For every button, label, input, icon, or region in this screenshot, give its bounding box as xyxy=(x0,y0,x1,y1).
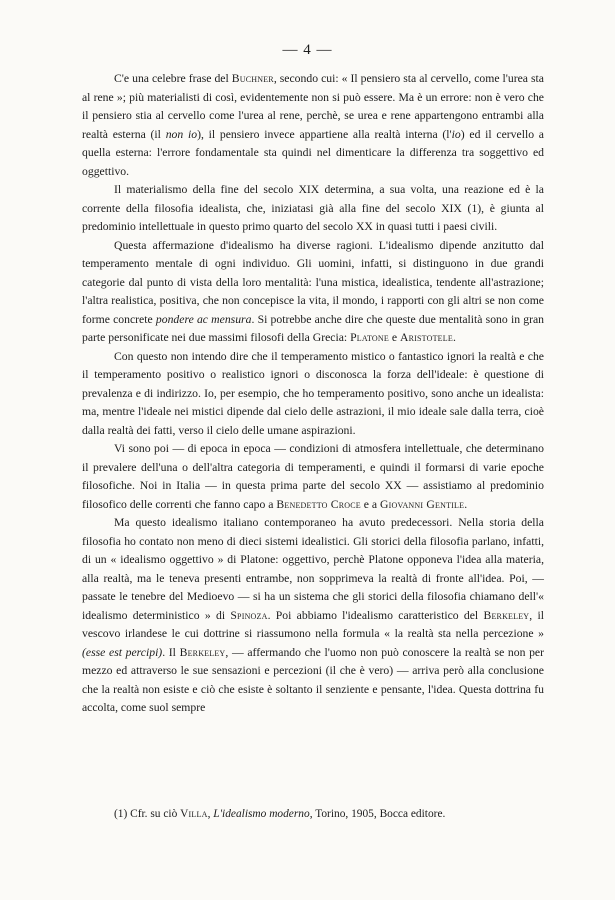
text-run: e a xyxy=(360,497,381,511)
text-run: Ma questo idealismo italiano contemporaneo ha avuto predecessori. Nella storia della filosofia ho contato non meno di dieci sistemi idealistici. Gli storici della filosofia parlano, infatti, di un « idealismo oggettivo » di Platone: oggettivo, perchè Platone opponeva l'idea alla materia, alla realtà, ma le teneva presenti entrambe, non sopprimeva la realtà di fronte all'idea. Poi, — passate le tenebre del Medioevo — si ha un sistema che gli storici della filosofia chiamano dell'« idealismo deterministico » di xyxy=(82,516,544,622)
proper-name: Benedetto Croce xyxy=(276,497,361,511)
proper-name: Buchner xyxy=(231,72,274,85)
proper-name: Berkeley xyxy=(179,645,226,659)
proper-name: Aristotele xyxy=(399,331,453,344)
body-text xyxy=(82,70,544,718)
italic-text: io xyxy=(451,127,461,141)
text-run: Con questo non intendo dire che il temperamento mistico o fantastico ignori la realtà e che il temperamento positivo o realistico ignori o disconosca la forza dell'ideale: è questione di prevalenza e di indirizzo. Io, per esempio, che ho temperamento positivo, sono anche un idealista: ma, mentre l'ideale nei mistici dipende dal cielo delle astrazioni, il mio ideale sale dalla terra, cioè dalla realtà dei fatti, verso il cielo delle umane aspirazioni. xyxy=(82,349,544,437)
text-run: . Il xyxy=(162,645,180,659)
text-run: C'e una celebre frase del xyxy=(114,72,232,85)
text-run: , il vescovo irlandese le cui dottrine si riassumono nella formula « la realtà sta nella percezione » xyxy=(82,608,544,640)
italic-text: L'idealismo moderno xyxy=(213,808,310,820)
paragraph xyxy=(82,70,544,181)
page-number: — 4 — xyxy=(282,42,333,58)
paragraph xyxy=(82,181,544,237)
text-run: , secondo cui: « Il pensiero sta al cervello, come l'urea sta al rene »; più materialisti di così, evidentemente non si può essere. Ma è un errore: non è vero che il pensiero stia al cervello come l'urea al rene, perchè, se urea e rene appartengono entrambi alla realtà esterna (il xyxy=(82,72,544,141)
text-run: ) ed il cervello a quella esterna: l'errore fondamentale sta quindi nel dimenticare la differenza tra soggettivo ed oggettivo. xyxy=(82,127,544,178)
italic-text: (esse est percipi) xyxy=(82,645,163,659)
footnote xyxy=(82,806,544,822)
proper-name: Platone xyxy=(350,331,389,344)
text-run: , Torino, 1905, Bocca editore. xyxy=(309,808,446,820)
text-run: Il materialismo della fine del secolo XIX determina, a sua volta, una reazione ed è la corrente della filosofia idealista, che, iniziatasi già alla fine del secolo XIX (1), è giunta al predominio intellettuale in questo primo quarto del secolo XX in quasi tutti i paesi civili. xyxy=(82,183,544,233)
text-run: , xyxy=(207,808,214,820)
paragraph xyxy=(82,348,544,441)
text-run: (1) Cfr. su ciò xyxy=(114,808,181,820)
text-run: ), il pensiero invece appartiene alla realtà interna (l' xyxy=(197,127,452,141)
text-run: . Poi abbiamo l'idealismo caratteristico del xyxy=(267,608,484,622)
text-run: . Si potrebbe anche dire che queste due mentalità sono in gran parte personificate nei due massimi filosofi della Grecia: xyxy=(82,312,545,344)
text-run: Questa affermazione d'idealismo ha diverse ragioni. L'idealismo dipende anzitutto dal temperamento mentale di ogni individuo. Gli uomini, infatti, si distinguono in due grandi categorie dal punto di vista della loro mentalità: l'una mistica, idealistica, tendente all'astrazione; l'altra realistica, positiva, che non concepisce la vita, il mondo, i rapporti con gli altri se non come forme concrete xyxy=(82,238,544,326)
paragraph xyxy=(82,237,544,348)
italic-text: pondere ac mensura xyxy=(155,312,252,326)
italic-text: non io xyxy=(165,127,198,141)
proper-name: Berkeley xyxy=(483,608,530,622)
proper-name: Villa xyxy=(180,808,208,820)
text-run: . xyxy=(452,331,456,344)
paragraph xyxy=(82,440,544,514)
proper-name: Spinoza xyxy=(230,608,268,622)
text-run: e xyxy=(388,331,400,344)
text-run: , — affermando che l'uomo non può conoscere la realtà se non per mezzo ed attraverso le sue sensazioni e percezioni (il che è vero) — arriva però alla conclusione che la realtà non esiste e ciò che esiste è soltanto il senziente e pensante, l'idea. Questa dottrina fu accolta, come suol sempre xyxy=(82,645,545,714)
paragraph xyxy=(82,514,544,718)
proper-name: Giovanni Gentile xyxy=(380,497,465,511)
text-run: . xyxy=(464,497,468,511)
text-run: Vi sono poi — di epoca in epoca — condizioni di atmosfera intellettuale, che determinano il prevalere dell'una o dell'altra categoria di temperamenti, e quindi il formarsi di varie epoche filosofiche. Noi in Italia — in questa prima parte del secolo XX — assistiamo al predominio filosofico delle correnti che fanno capo a xyxy=(82,442,544,511)
